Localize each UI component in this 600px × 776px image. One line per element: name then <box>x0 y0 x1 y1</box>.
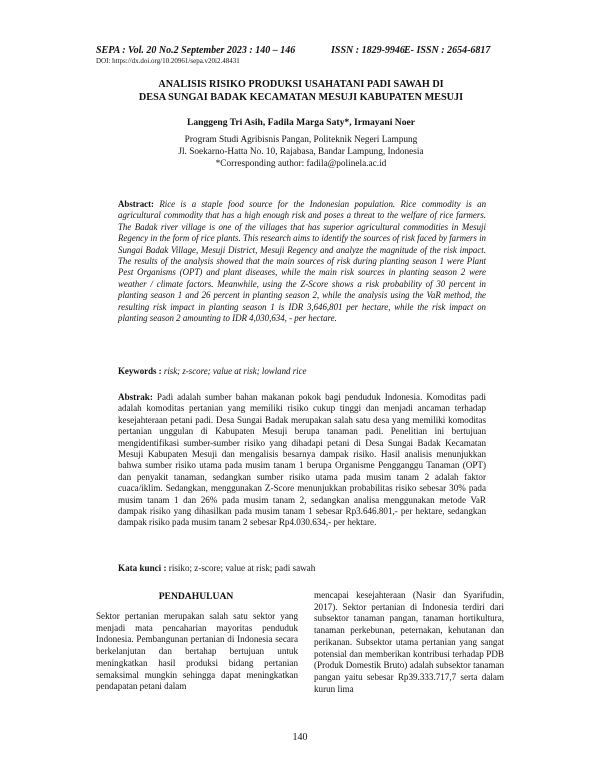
abstract-id-text: Padi adalah sumber bahan makanan pokok bagi penduduk Indonesia. Komoditas padi adalah komoditas pertanian yang memiliki risiko cukup tinggi dan menjadi ancaman terhadap kesejahteraan petani padi. Desa Sungai Badak merupakan salah satu desa yang memiliki komoditas pertanian unggulan di Kabupaten Mesuji berupa tanaman padi. Penelitian ini bertujuan mengidentifikasi sumber-sumber risiko yang dihadapi petani di Desa Sungai Badak Kecamatan Mesuji Kabupaten Mesuji dan mengalisis besarnya dampak risiko. Hasil analisis menunjukkan bahwa sumber risiko utama pada musim tanam 1 berupa Organisme Pengganggu Tanaman (OPT) dan penyakit tanaman, sedangkan sumber risiko utama pada musim tanam 2 adalah faktor cuaca/iklim. Sedangkan, menggunakan Z-Score menunjukkan probabilitas risiko sebesar 30% pada musim tanam 1 dan 26% pada musim tanam 2, sedangkan analisa menggunakan metode VaR dampak risiko yang dihasilkan pada musim tanam 1 sebesar Rp3.646.801,- per hektare, sedangkan dampak risiko pada musim tanam 2 sebesar Rp4.030.634,- per hektare. <box>118 392 486 528</box>
keywords-en-text: risk; z-score; value at risk; lowland rice <box>163 366 307 376</box>
keywords-id-label: Kata kunci : <box>118 563 167 573</box>
journal-citation: SEPA : Vol. 20 No.2 September 2023 : 140 – 146 <box>96 45 296 56</box>
intro-column-left: Sektor pertanian merupakan salah satu sektor yang menjadi mata pencaharian mayoritas penduduk Indonesia. Pembangunan pertanian di Indonesia secara berkelanjutan dan bertahap bertujuan untuk meningkatkan hasil produksi bidang pertanian semaksimal mungkin sehingga dapat meningkatkan pendapatan petani dalam <box>96 611 298 692</box>
keywords-english <box>118 366 486 376</box>
keywords-id-text: risiko; z-score; value at risk; padi sawah <box>168 563 316 573</box>
eissn: E- ISSN : 2654-6817 <box>404 45 491 56</box>
author-list: Langgeng Tri Asih, Fadila Marga Saty*, Irmayani Noer <box>186 117 416 128</box>
intro-column-right: mencapai kesejahteraan (Nasir dan Syarifudin, 2017). Sektor pertanian di Indonesia terdiri dari subsektor tanaman pangan, tanaman hortikultura, tanaman perkebunan, peternakan, kehutanan dan perikanan. Subsektor utama pertanian yang sangat potensial dan memberikan kontribusi terhadap PDB (Produk Domestik Bruto) adalah subsektor tanaman pangan yaitu sebesar Rp39.333.717,7 serta dalam kurun lima <box>314 590 504 694</box>
keywords-indonesian <box>118 563 486 573</box>
abstract-id-label: Abstrak: <box>118 392 153 402</box>
title-line-1: ANALISIS RISIKO PRODUKSI USAHATANI PADI SAWAH DI <box>158 79 444 90</box>
abstract-en-label: Abstract: <box>118 199 154 209</box>
section-heading-intro: PENDAHULUAN <box>158 591 234 602</box>
keywords-en-label: Keywords : <box>118 366 162 376</box>
abstract-indonesian <box>118 392 486 529</box>
doi-link[interactable]: DOI: https://dx.doi.org/10.20961/sepa.v20i2.48431 <box>96 57 240 65</box>
paper-title <box>96 79 506 104</box>
title-line-2: DESA SUNGAI BADAK KECAMATAN MESUJI KABUPATEN MESUJI <box>138 91 464 103</box>
affiliation-address: Jl. Soekarno-Hatta No. 10, Rajabasa, Bandar Lampung, Indonesia <box>178 147 424 157</box>
abstract-english <box>118 199 486 324</box>
issn: ISSN : 1829-9946 <box>331 45 405 56</box>
page-number: 140 <box>292 732 308 743</box>
corresponding-author: *Corresponding author: fadila@polinela.ac.id <box>215 159 387 169</box>
affiliation <box>96 134 506 170</box>
affiliation-program: Program Studi Agribisnis Pangan, Politeknik Negeri Lampung <box>184 135 418 145</box>
abstract-en-text: Rice is a staple food source for the Indonesian population. Rice commodity is an agricultural commodity that has a high enough risk and poses a threat to the welfare of rice farmers. The Badak river village is one of the villages that has superior agricultural commodities in Mesuji Regency in the form of rice plants. This research aims to identify the sources of risk faced by farmers in Sungai Badak Village, Mesuji District, Mesuji Regency and analyze the magnitude of the risk impact. The results of the analysis showed that the main sources of risk during planting season 1 were Plant Pest Organisms (OPT) and plant diseases, while the main risk sources in planting season 2 were weather / climate factors. Meanwhile, using the Z-Score shows a risk probability of 30 percent in planting season 1 and 26 percent in planting season 2, while the analysis using the VaR method, the resulting risk impact in planting season 1 is IDR 3,646,801 per hectare, while the risk impact on planting season 2 amounting to IDR 4,030,634, - per hectare. <box>118 199 487 324</box>
journal-header <box>96 45 506 56</box>
